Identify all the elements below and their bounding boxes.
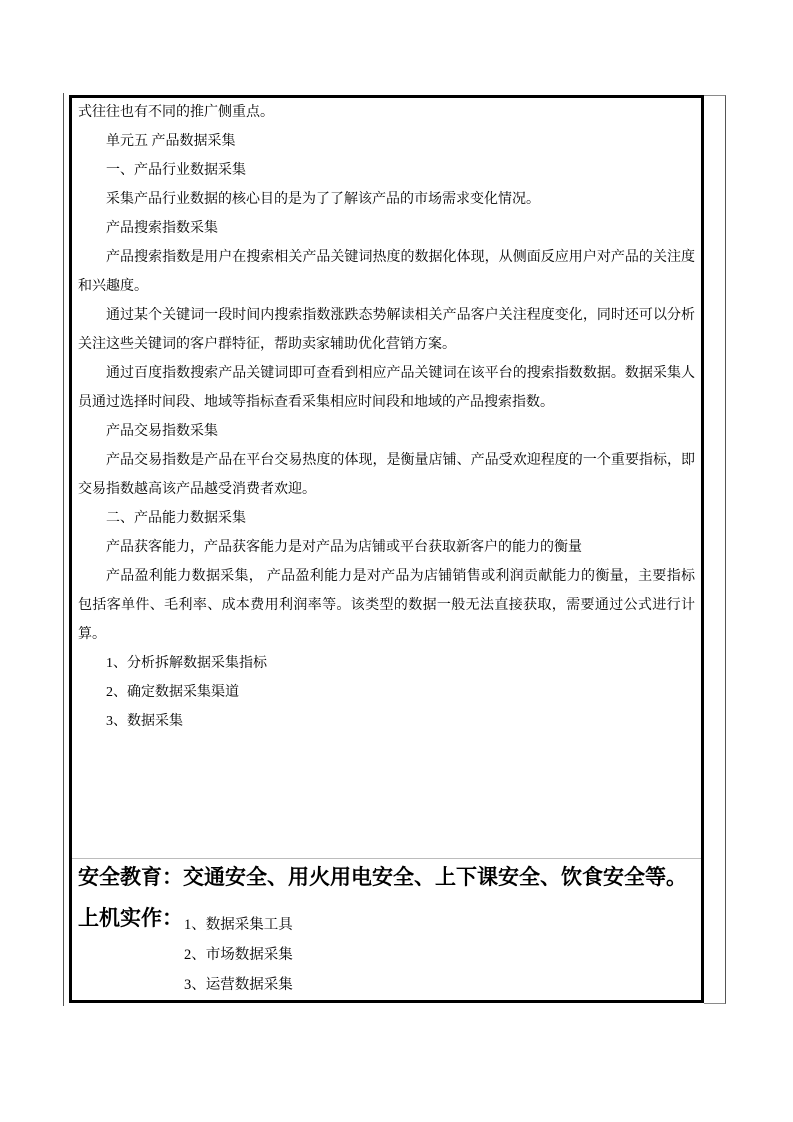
practice-item: 3、运营数据采集 bbox=[184, 977, 293, 993]
paragraph: 产品搜索指数是用户在搜索相关产品关键词热度的数据化体现，从侧面反应用户对产品的关注度和兴趣度。 bbox=[78, 250, 695, 294]
row-divider-line bbox=[72, 858, 701, 859]
numbered-item: 2、确定数据采集渠道 bbox=[106, 685, 239, 700]
practice-item: 2、市场数据采集 bbox=[184, 947, 293, 963]
numbered-item: 3、数据采集 bbox=[106, 714, 183, 729]
sub-heading-search-index: 产品搜索指数采集 bbox=[106, 221, 218, 236]
lesson-content-cell bbox=[69, 95, 704, 1003]
practice-session-label: 上机实作： bbox=[78, 907, 183, 930]
paragraph: 产品盈利能力数据采集， 产品盈利能力是对产品为店铺销售或利润贡献能力的衡量，主要指标包括客单件、毛利率、成本费用利润率等。该类型的数据一般无法直接获取，需要通过公式进行计算。 bbox=[78, 569, 695, 642]
continued-paragraph: 式往往也有不同的推广侧重点。 bbox=[78, 105, 274, 120]
numbered-item: 1、分析拆解数据采集指标 bbox=[106, 656, 267, 671]
paragraph: 产品交易指数是产品在平台交易热度的体现，是衡量店铺、产品受欢迎程度的一个重要指标，即交易指数越高该产品越受消费者欢迎。 bbox=[78, 453, 695, 497]
safety-education-label: 安全教育： bbox=[78, 866, 183, 889]
paragraph: 采集产品行业数据的核心目的是为了了解该产品的市场需求变化情况。 bbox=[106, 192, 540, 207]
practice-item: 1、数据采集工具 bbox=[184, 917, 293, 933]
safety-education-text: 交通安全、用火用电安全、上下课安全、饮食安全等。 bbox=[183, 866, 687, 889]
safety-education-row bbox=[78, 865, 699, 890]
narrow-side-cell bbox=[704, 95, 726, 1004]
sub-heading-trade-index: 产品交易指数采集 bbox=[106, 424, 218, 439]
unit-title: 单元五 产品数据采集 bbox=[106, 134, 236, 149]
paragraph: 通过百度指数搜索产品关键词即可查看到相应产品关键词在该平台的搜索指数数据。数据采集人员通过选择时间段、地域等指标查看采集相应时间段和地域的产品搜索指数。 bbox=[78, 366, 695, 410]
paragraph: 通过某个关键词一段时间内搜索指数涨跌态势解读相关产品客户关注程度变化，同时还可以分析关注这些关键词的客户群特征，帮助卖家辅助优化营销方案。 bbox=[78, 308, 695, 352]
section-heading-1: 一、产品行业数据采集 bbox=[106, 163, 246, 178]
paragraph: 产品获客能力，产品获客能力是对产品为店铺或平台获取新客户的能力的衡量 bbox=[106, 540, 582, 555]
practice-item-list bbox=[184, 910, 293, 1000]
section-heading-2: 二、产品能力数据采集 bbox=[106, 511, 246, 526]
lesson-text-block bbox=[78, 98, 695, 736]
table-outer-border-left bbox=[63, 93, 64, 1006]
